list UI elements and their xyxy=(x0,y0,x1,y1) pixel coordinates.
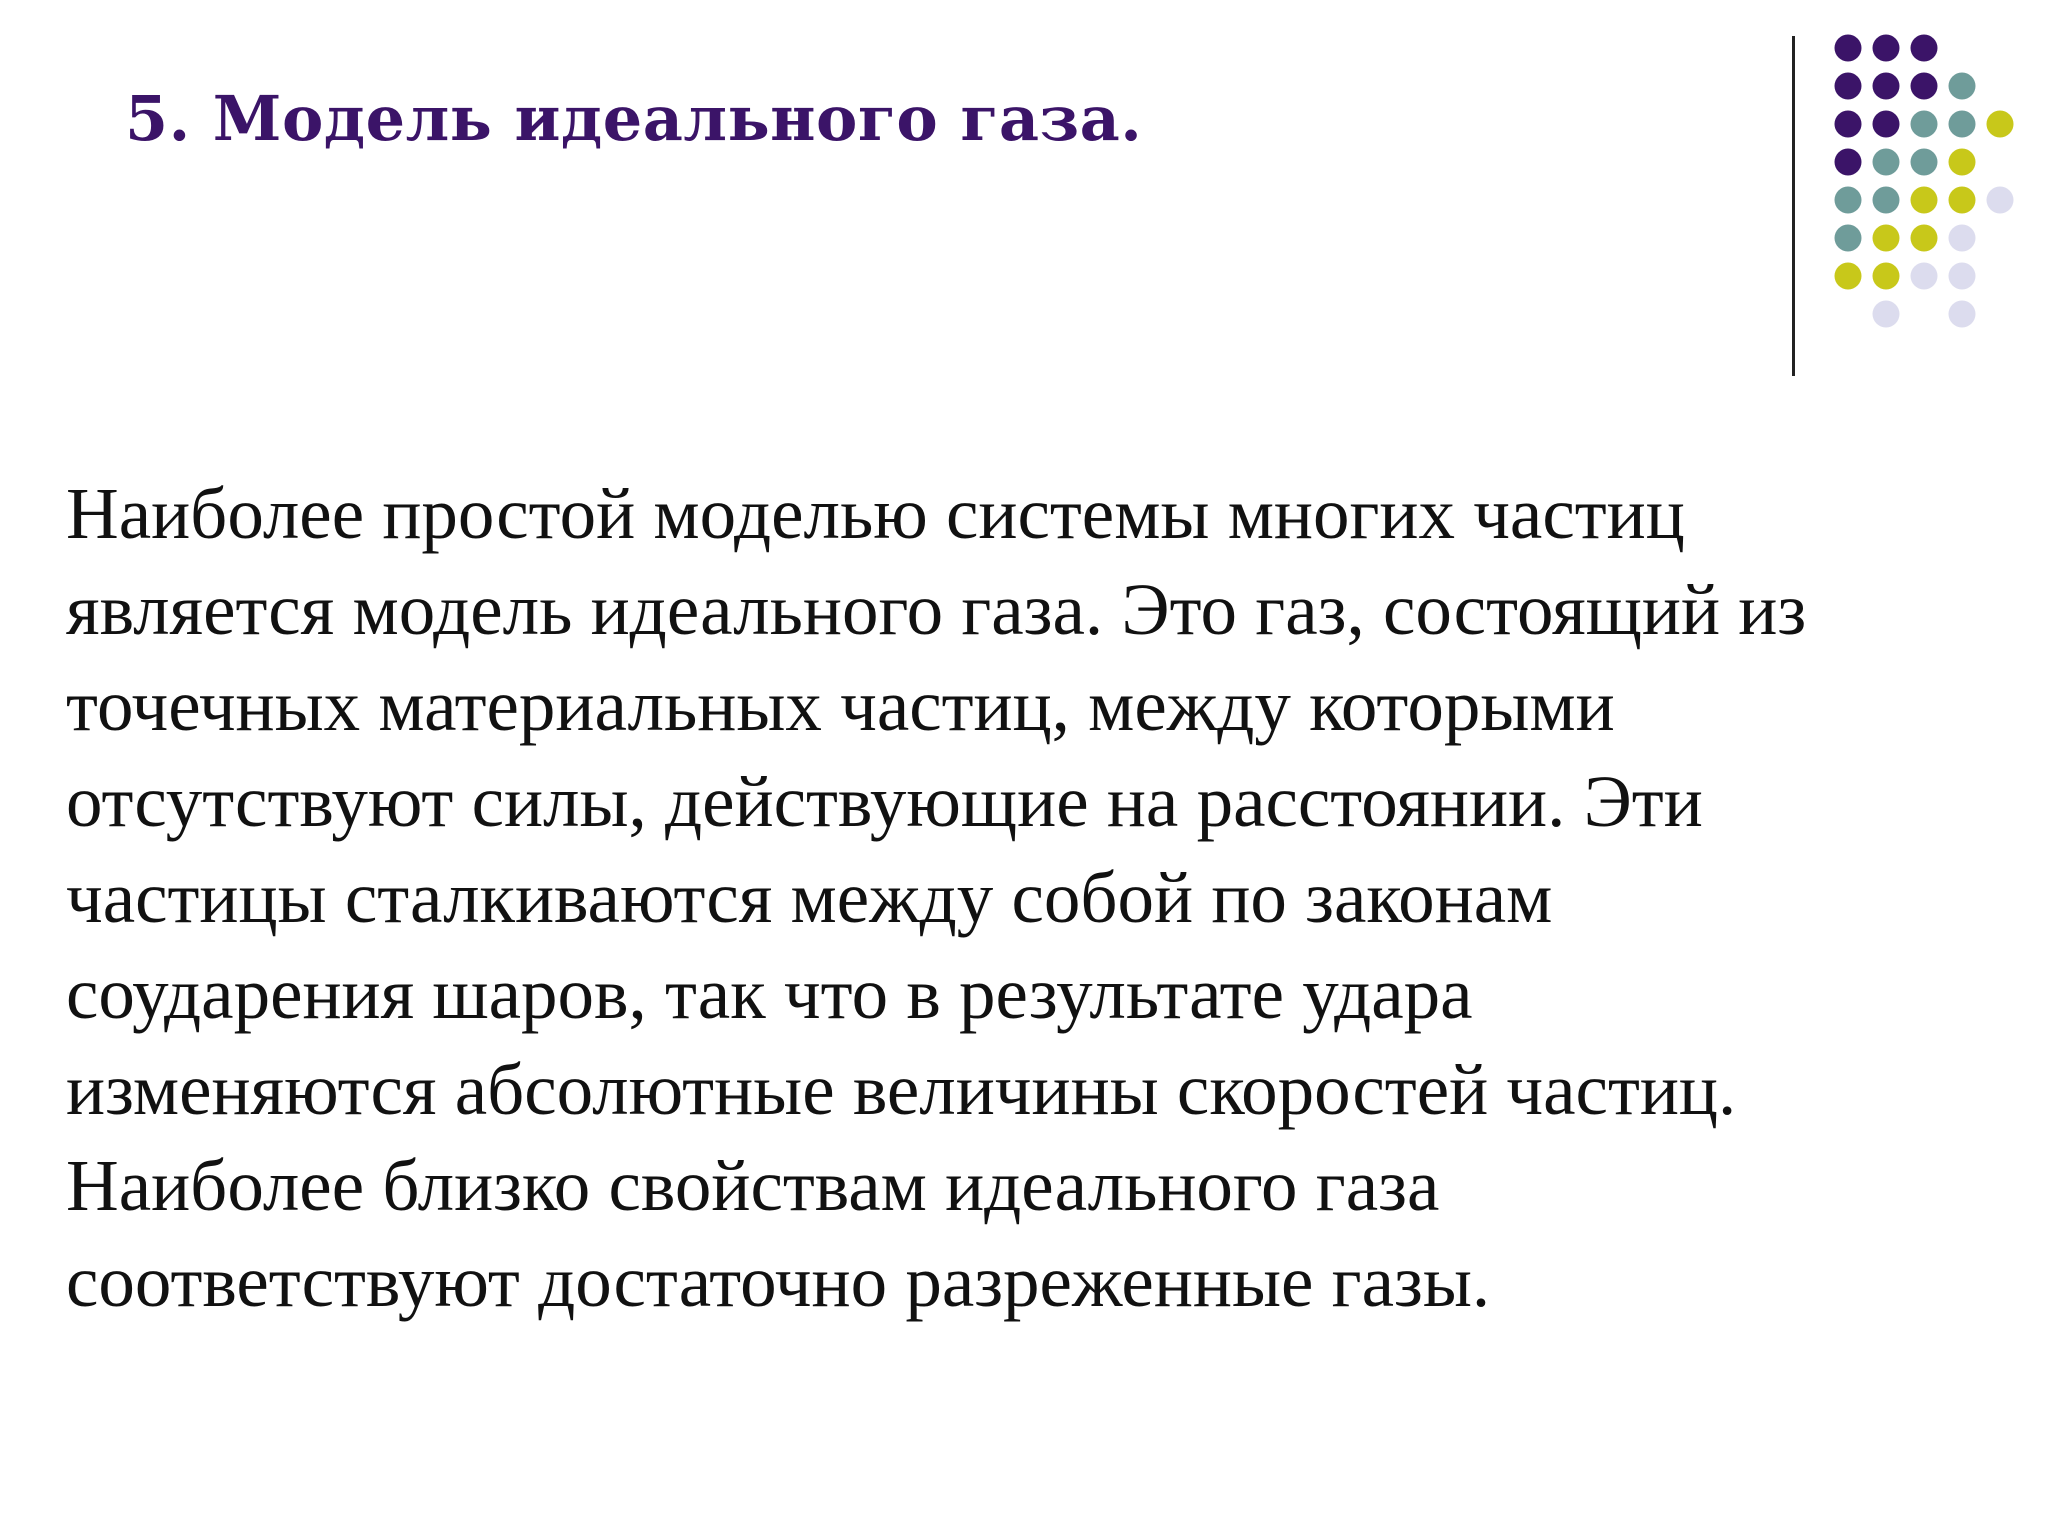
decorative-dot xyxy=(1835,149,1862,176)
decorative-dot xyxy=(1873,35,1900,62)
vertical-divider xyxy=(1792,36,1795,376)
slide-title: 5. Модель идеального газа. xyxy=(125,82,1143,155)
decorative-dot xyxy=(1835,35,1862,62)
decorative-dot xyxy=(1873,301,1900,328)
decorative-dot xyxy=(1911,225,1938,252)
decorative-dot xyxy=(1835,111,1862,138)
body-line: Наиболее простой моделью системы многих частиц xyxy=(66,473,1685,554)
decorative-dot xyxy=(1911,149,1938,176)
decorative-dot xyxy=(1873,111,1900,138)
body-line: отсутствуют силы, действующие на расстоянии. Эти xyxy=(66,761,1703,842)
body-line: является модель идеального газа. Это газ, состоящий из xyxy=(66,569,1807,650)
body-line: Наиболее близко свойствам идеального газа xyxy=(66,1145,1440,1226)
decorative-dot xyxy=(1835,187,1862,214)
decorative-dot xyxy=(1949,73,1976,100)
decorative-dot xyxy=(1911,111,1938,138)
decorative-dot xyxy=(1911,73,1938,100)
decorative-dot xyxy=(1873,225,1900,252)
body-line: соударения шаров, так что в результате удара xyxy=(66,953,1473,1034)
decorative-dot xyxy=(1873,263,1900,290)
decorative-dot xyxy=(1949,301,1976,328)
body-line: частицы сталкиваются между собой по законам xyxy=(66,857,1553,938)
decorative-dot xyxy=(1911,187,1938,214)
decorative-dot xyxy=(1949,187,1976,214)
decorative-dot xyxy=(1911,263,1938,290)
decorative-dot xyxy=(1949,225,1976,252)
slide-body xyxy=(66,466,1996,1330)
decorative-dot xyxy=(1987,111,2014,138)
body-line: соответствуют достаточно разреженные газы. xyxy=(66,1241,1491,1322)
decorative-dot-grid xyxy=(1832,32,2032,332)
body-line: точечных материальных частиц, между которыми xyxy=(66,665,1615,746)
decorative-dot xyxy=(1835,263,1862,290)
decorative-dot xyxy=(1949,111,1976,138)
decorative-dot xyxy=(1911,35,1938,62)
decorative-dot xyxy=(1987,187,2014,214)
decorative-dot xyxy=(1873,149,1900,176)
decorative-dot xyxy=(1873,187,1900,214)
decorative-dot xyxy=(1835,73,1862,100)
decorative-dot xyxy=(1949,263,1976,290)
decorative-dot xyxy=(1835,225,1862,252)
decorative-dot xyxy=(1873,73,1900,100)
decorative-dot xyxy=(1949,149,1976,176)
body-line: изменяются абсолютные величины скоростей частиц. xyxy=(66,1049,1737,1130)
